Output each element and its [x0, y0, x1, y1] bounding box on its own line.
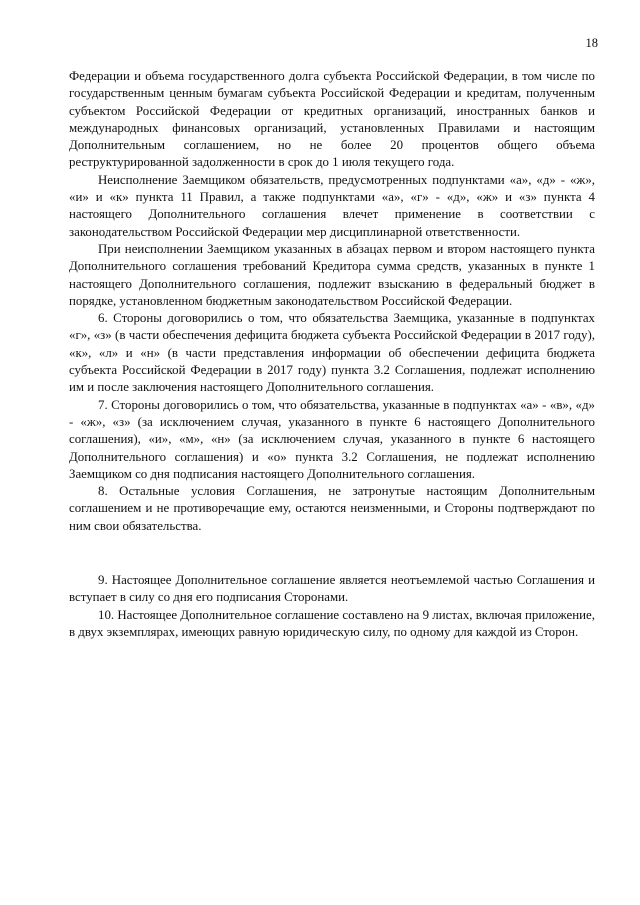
paragraph-clause-9: 9. Настоящее Дополнительное соглашение является неотъемлемой частью Соглашения и вступает в силу со дня его подписания Сторонами.	[69, 573, 595, 605]
paragraph-clause-7: 7. Стороны договорились о том, что обязательства, указанные в подпунктах «а» - «в», «д» - «ж», «з» (за исключением случая, указанного в пункте 6 настоящего Дополнительного соглашения), «и», «м», «н» (за исключением случая, указанного в пункте 6 настоящего Дополнительного соглашения) и «о» пункта 3.2 Соглашения, не подлежат исполнению Заемщиком со дня подписания настоящего Дополнительного соглашения.	[69, 397, 595, 481]
paragraph-clause-8: 8. Остальные условия Соглашения, не затронутые настоящим Дополнительным соглашением и не противоречащие ему, остаются неизменными, и Стороны подтверждают по ним свои обязательства.	[69, 484, 595, 533]
paragraph-recovery: При неисполнении Заемщиком указанных в абзацах первом и втором настоящего пункта Дополнительного соглашения требований Кредитора сумма средств, указанных в пункте 1 настоящего Дополнительного соглашения, подлежит взысканию в федеральный бюджет в порядке, установленном бюджетным законодательством Российской Федерации.	[69, 241, 595, 308]
paragraph-clause-10: 10. Настоящее Дополнительное соглашение составлено на 9 листах, включая приложение, в двух экземплярах, имеющих равную юридическую силу, по одному для каждой из Сторон.	[69, 607, 595, 639]
page-number: 18	[585, 36, 598, 50]
document-body	[69, 68, 595, 641]
paragraph-gap	[69, 535, 595, 572]
paragraph-continuation: Федерации и объема государственного долга субъекта Российской Федерации, в том числе по государственным ценным бумагам субъекта Российской Федерации и кредитам, полученным субъектом Российской Федерации от кредитных организаций, иностранных банков и международных финансовых организаций, установленных Правилами и настоящим Дополнительным соглашением, но не более 20 процентов общего объема реструктурированной задолженности в срок до 1 июля текущего года.	[69, 69, 595, 170]
paragraph-disciplinary-liability: Неисполнение Заемщиком обязательств, предусмотренных подпунктами «а», «д» - «ж», «и» и «к» пункта 11 Правил, а также подпунктами «а», «г» - «д», «ж» и «з» пункта 4 настоящего Дополнительного соглашения влечет применение в соответствии с законодательством Российской Федерации мер дисциплинарной ответственности.	[69, 172, 595, 239]
paragraph-clause-6: 6. Стороны договорились о том, что обязательства Заемщика, указанные в подпунктах «г», «з» (в части обеспечения дефицита бюджета субъекта Российской Федерации в 2017 году), «к», «л» и «н» (в части представления информации об обеспечении дефицита бюджета субъекта Российской Федерации в 2017 году) пункта 3.2 Соглашения, подлежат исполнению им и после заключения настоящего Дополнительного соглашения.	[69, 311, 595, 395]
